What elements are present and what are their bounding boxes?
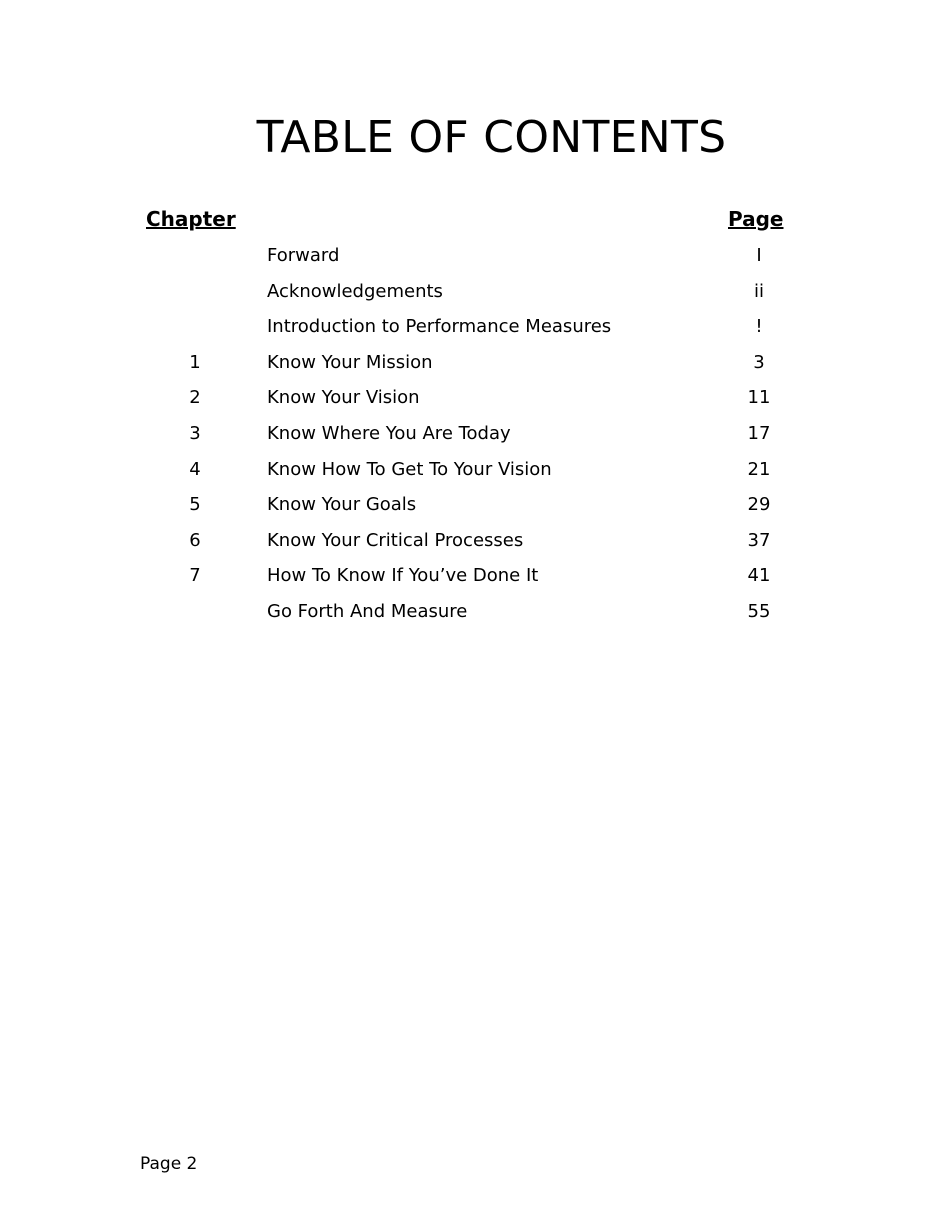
toc-page-number: I bbox=[756, 245, 762, 266]
toc-page-number: 3 bbox=[753, 351, 765, 373]
toc-chapter-number: 6 bbox=[189, 529, 201, 551]
toc-entry-title: Forward bbox=[267, 245, 340, 266]
toc-list bbox=[0, 241, 950, 633]
page-title: TABLE OF CONTENTS bbox=[256, 112, 727, 163]
toc-entry-title: Introduction to Performance Measures bbox=[267, 316, 612, 338]
toc-page-number: ! bbox=[755, 316, 763, 338]
toc-page-number: 17 bbox=[747, 422, 771, 444]
toc-page-number: 37 bbox=[747, 529, 771, 551]
toc-page-number: 21 bbox=[747, 458, 771, 480]
toc-entry bbox=[0, 561, 950, 597]
toc-chapter-number: 5 bbox=[189, 494, 201, 516]
toc-entry bbox=[0, 455, 950, 491]
toc-chapter-number: 7 bbox=[189, 565, 201, 587]
toc-entry bbox=[0, 277, 950, 313]
toc-entry bbox=[0, 312, 950, 348]
toc-chapter-number: 3 bbox=[189, 422, 201, 444]
toc-entry bbox=[0, 526, 950, 562]
toc-entry bbox=[0, 348, 950, 384]
toc-entry bbox=[0, 490, 950, 526]
toc-chapter-number: 2 bbox=[189, 387, 201, 409]
toc-entry bbox=[0, 597, 950, 633]
page-column-header: Page bbox=[728, 207, 784, 231]
toc-entry-title: Know Your Critical Processes bbox=[267, 529, 524, 551]
toc-page-number: 11 bbox=[747, 387, 771, 409]
toc-chapter-number: 1 bbox=[189, 351, 201, 373]
toc-entry-title: Know Your Goals bbox=[267, 494, 417, 516]
toc-entry-title: How To Know If You’ve Done It bbox=[267, 565, 539, 587]
toc-page-number: 55 bbox=[747, 600, 771, 622]
chapter-column-header: Chapter bbox=[146, 207, 236, 231]
toc-entry-title: Acknowledgements bbox=[267, 280, 443, 302]
toc-entry-title: Know Your Vision bbox=[267, 387, 420, 409]
toc-page-number: 41 bbox=[747, 565, 771, 587]
toc-entry bbox=[0, 383, 950, 419]
toc-entry-title: Know Your Mission bbox=[267, 351, 433, 373]
toc-entry-title: Know How To Get To Your Vision bbox=[267, 458, 552, 480]
page-footer-number: Page 2 bbox=[140, 1154, 198, 1174]
toc-page-number: 29 bbox=[747, 494, 771, 516]
toc-entry-title: Know Where You Are Today bbox=[267, 422, 511, 444]
toc-page-number: ii bbox=[753, 280, 764, 302]
toc-chapter-number: 4 bbox=[189, 458, 201, 480]
toc-entry bbox=[0, 419, 950, 455]
toc-entry-title: Go Forth And Measure bbox=[267, 600, 468, 622]
toc-entry bbox=[0, 241, 950, 277]
